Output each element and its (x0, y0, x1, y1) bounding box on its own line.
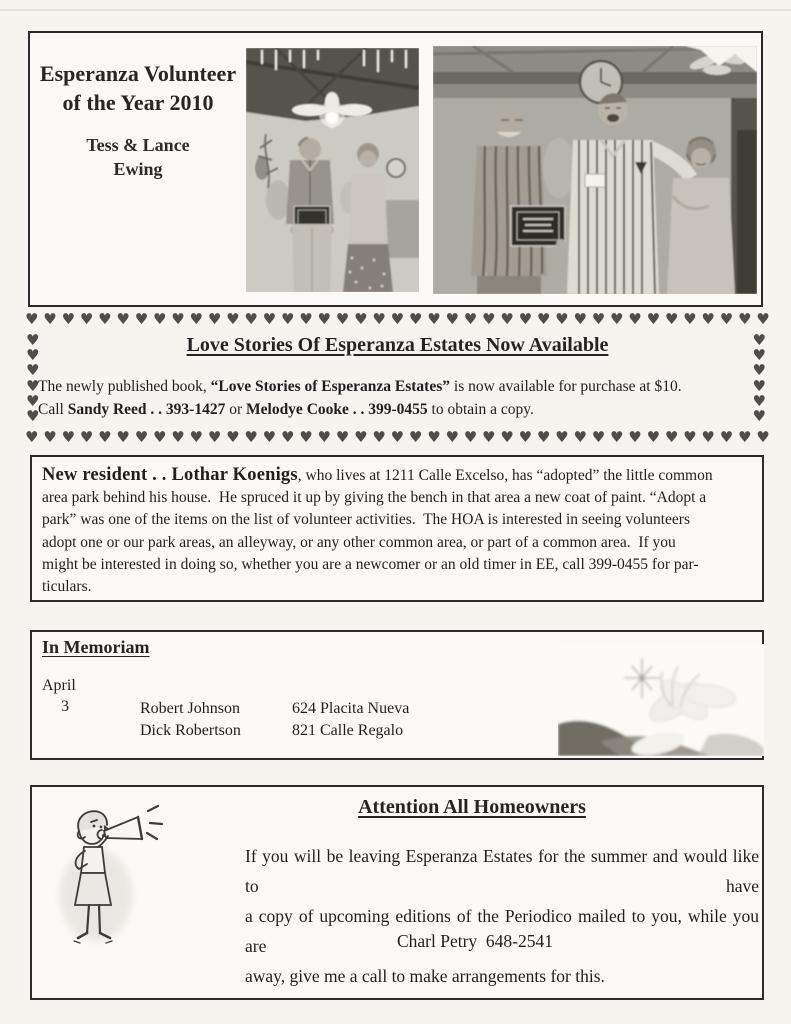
memoriam-address: 821 Calle Regalo (292, 721, 404, 739)
attention-heading: Attention All Homeowners (358, 796, 586, 818)
heart-icon: ♥ (26, 331, 40, 349)
heart-icon: ♥ (372, 310, 386, 328)
in-memoriam-month: April (42, 677, 76, 694)
text-segment: Melodye Cooke . . 399-0455 (246, 400, 428, 418)
heart-icon: ♥ (646, 310, 661, 328)
heart-icon: ♥ (262, 428, 277, 446)
text-segment: If you will be leaving Esperanza Estates for the summer and would like to have (245, 846, 764, 896)
heart-icon: ♥ (427, 310, 441, 328)
heart-icon: ♥ (134, 310, 149, 328)
attention-homeowners-section (30, 785, 764, 1000)
lily-flower-photo (558, 644, 764, 756)
photo-couple-with-plaque (246, 48, 419, 292)
heart-icon: ♥ (500, 428, 514, 446)
heart-icon: ♥ (354, 428, 368, 446)
heart-icon: ♥ (518, 428, 533, 446)
heart-icon: ♥ (152, 310, 167, 328)
heart-icon: ♥ (299, 428, 313, 446)
heart-icon: ♥ (299, 310, 313, 328)
award-title (32, 59, 244, 117)
heart-icon: ♥ (591, 310, 606, 328)
text-segment: area park behind his house. He spruced it up by giving the bench in that area a new coat of paint. “Adopt a (42, 489, 707, 507)
heart-icon: ♥ (25, 428, 39, 446)
text-segment: away, give me a call to make arrangements for this. (245, 966, 605, 986)
heart-icon: ♥ (372, 428, 386, 446)
heart-icon: ♥ (445, 428, 459, 446)
heart-icon: ♥ (116, 428, 130, 446)
heart-icon: ♥ (628, 310, 642, 328)
photo-three-people-with-plaque (433, 46, 757, 294)
heart-icon: ♥ (646, 428, 661, 446)
new-resident-body (42, 464, 752, 598)
text-segment: Call (38, 400, 68, 418)
megaphone-woman-illustration (46, 801, 164, 953)
heart-icon: ♥ (591, 428, 606, 446)
heart-icon: ♥ (26, 391, 40, 410)
scan-artifact-line (0, 9, 791, 11)
heart-icon: ♥ (134, 428, 149, 446)
love-stories-body (38, 376, 682, 421)
text-segment: or (225, 400, 246, 418)
heart-icon: ♥ (752, 376, 766, 395)
heart-icon: ♥ (664, 428, 679, 446)
heart-icon: ♥ (79, 428, 94, 446)
love-stories-section (25, 312, 770, 445)
heart-icon: ♥ (737, 310, 752, 328)
heart-icon: ♥ (752, 406, 766, 425)
text-segment: to obtain a copy. (427, 400, 534, 418)
heart-icon: ♥ (518, 310, 533, 328)
heart-icon: ♥ (628, 428, 642, 446)
heart-icon: ♥ (207, 310, 222, 328)
heart-icon: ♥ (226, 310, 240, 328)
in-memoriam-entries (140, 698, 409, 741)
in-memoriam-day: 3 (61, 698, 69, 715)
text-segment: a copy of upcoming editions of the Periodico mailed to you, while you are (245, 906, 764, 956)
heart-icon: ♥ (390, 428, 405, 446)
heart-icon: ♥ (280, 310, 295, 328)
heart-icon: ♥ (354, 310, 368, 328)
heart-icon: ♥ (482, 310, 496, 328)
heart-icon: ♥ (737, 428, 752, 446)
heart-icon: ♥ (171, 310, 185, 328)
memoriam-name: Robert Johnson (140, 700, 240, 717)
hearts-border-top (25, 312, 770, 327)
in-memoriam-heading: In Memoriam (42, 637, 150, 657)
heart-icon: ♥ (610, 310, 624, 328)
heart-icon: ♥ (98, 428, 112, 446)
heart-icon: ♥ (500, 310, 514, 328)
heart-icon: ♥ (752, 331, 766, 349)
heart-icon: ♥ (244, 310, 258, 328)
heart-icon: ♥ (98, 310, 112, 328)
text-segment: , who lives at 1211 Calle Excelso, has “adopted” the little common (297, 467, 713, 484)
award-recipients-line2: Ewing (113, 159, 163, 179)
heart-icon: ♥ (390, 310, 405, 328)
attention-contact: Charl Petry 648-2541 (396, 931, 554, 951)
award-recipients-line1: Tess & Lance (86, 135, 190, 155)
heart-icon: ♥ (26, 361, 40, 380)
text-segment: New resident . . Lothar Koenigs (42, 465, 298, 485)
text-segment: ticulars. (42, 578, 92, 596)
heart-icon: ♥ (43, 428, 57, 446)
heart-icon: ♥ (752, 391, 766, 410)
heart-icon: ♥ (26, 346, 40, 365)
heart-icon: ♥ (335, 310, 350, 328)
award-title-line1: Esperanza Volunteer (39, 61, 237, 86)
text-segment: The newly published book, (38, 378, 211, 395)
heart-icon: ♥ (573, 428, 587, 446)
heart-icon: ♥ (43, 310, 57, 328)
heart-icon: ♥ (61, 428, 76, 446)
heart-icon: ♥ (536, 428, 551, 446)
heart-icon: ♥ (752, 346, 766, 365)
attention-body (245, 841, 764, 991)
heart-icon: ♥ (152, 428, 167, 446)
heart-icon: ♥ (683, 310, 697, 328)
love-stories-heading: Love Stories Of Esperanza Estates Now Available (186, 334, 609, 356)
heart-icon: ♥ (752, 361, 766, 380)
heart-icon: ♥ (61, 310, 76, 328)
memoriam-address: 624 Placita Nueva (292, 700, 410, 717)
heart-icon: ♥ (189, 310, 203, 328)
in-memoriam-section (30, 630, 764, 760)
memoriam-name: Dick Robertson (140, 721, 241, 739)
heart-icon: ♥ (463, 310, 478, 328)
new-resident-section (30, 455, 764, 602)
heart-icon: ♥ (262, 310, 277, 328)
heart-icon: ♥ (408, 310, 423, 328)
heart-icon: ♥ (719, 310, 734, 328)
text-segment: “Love Stories of Esperanza Estates” (210, 378, 451, 395)
heart-icon: ♥ (610, 428, 624, 446)
heart-icon: ♥ (207, 428, 222, 446)
heart-icon: ♥ (463, 428, 478, 446)
heart-icon: ♥ (226, 428, 240, 446)
memoriam-entry (140, 698, 409, 720)
heart-icon: ♥ (171, 428, 185, 446)
award-recipients (32, 133, 244, 181)
heart-icon: ♥ (408, 428, 423, 446)
heart-icon: ♥ (26, 406, 40, 425)
heart-icon: ♥ (317, 428, 331, 446)
heart-icon: ♥ (756, 310, 770, 328)
award-title-line2: of the Year 2010 (62, 90, 214, 115)
heart-icon: ♥ (445, 310, 459, 328)
heart-icon: ♥ (482, 428, 496, 446)
text-segment: might be interested in doing so, whether you are a newcomer or an old timer in EE, call 399-0455 for par- (42, 555, 699, 573)
heart-icon: ♥ (280, 428, 295, 446)
heart-icon: ♥ (25, 310, 39, 328)
text-segment: is now available for purchase at $10. (450, 378, 682, 395)
hearts-border-bottom (25, 430, 770, 445)
heart-icon: ♥ (427, 428, 441, 446)
heart-icon: ♥ (573, 310, 587, 328)
text-segment: park” was one of the items on the list of volunteer activities. The HOA is interested in seeing volunteers (42, 511, 690, 529)
heart-icon: ♥ (756, 428, 770, 446)
heart-icon: ♥ (555, 310, 569, 328)
heart-icon: ♥ (701, 428, 715, 446)
heart-icon: ♥ (555, 428, 569, 446)
heart-icon: ♥ (26, 376, 40, 395)
heart-icon: ♥ (244, 428, 258, 446)
heart-icon: ♥ (317, 310, 331, 328)
heart-icon: ♥ (683, 428, 697, 446)
heart-icon: ♥ (335, 428, 350, 446)
heart-icon: ♥ (79, 310, 94, 328)
heart-icon: ♥ (719, 428, 734, 446)
heart-icon: ♥ (701, 310, 715, 328)
heart-icon: ♥ (536, 310, 551, 328)
heart-icon: ♥ (664, 310, 679, 328)
memoriam-entry (140, 720, 409, 742)
volunteer-award-section (28, 31, 763, 307)
text-segment: Sandy Reed . . 393-1427 (67, 400, 226, 418)
heart-icon: ♥ (116, 310, 130, 328)
text-segment: adopt one or our park areas, an alleyway, or any other common area, or part of a common area. If you (42, 533, 676, 551)
heart-icon: ♥ (189, 428, 203, 446)
